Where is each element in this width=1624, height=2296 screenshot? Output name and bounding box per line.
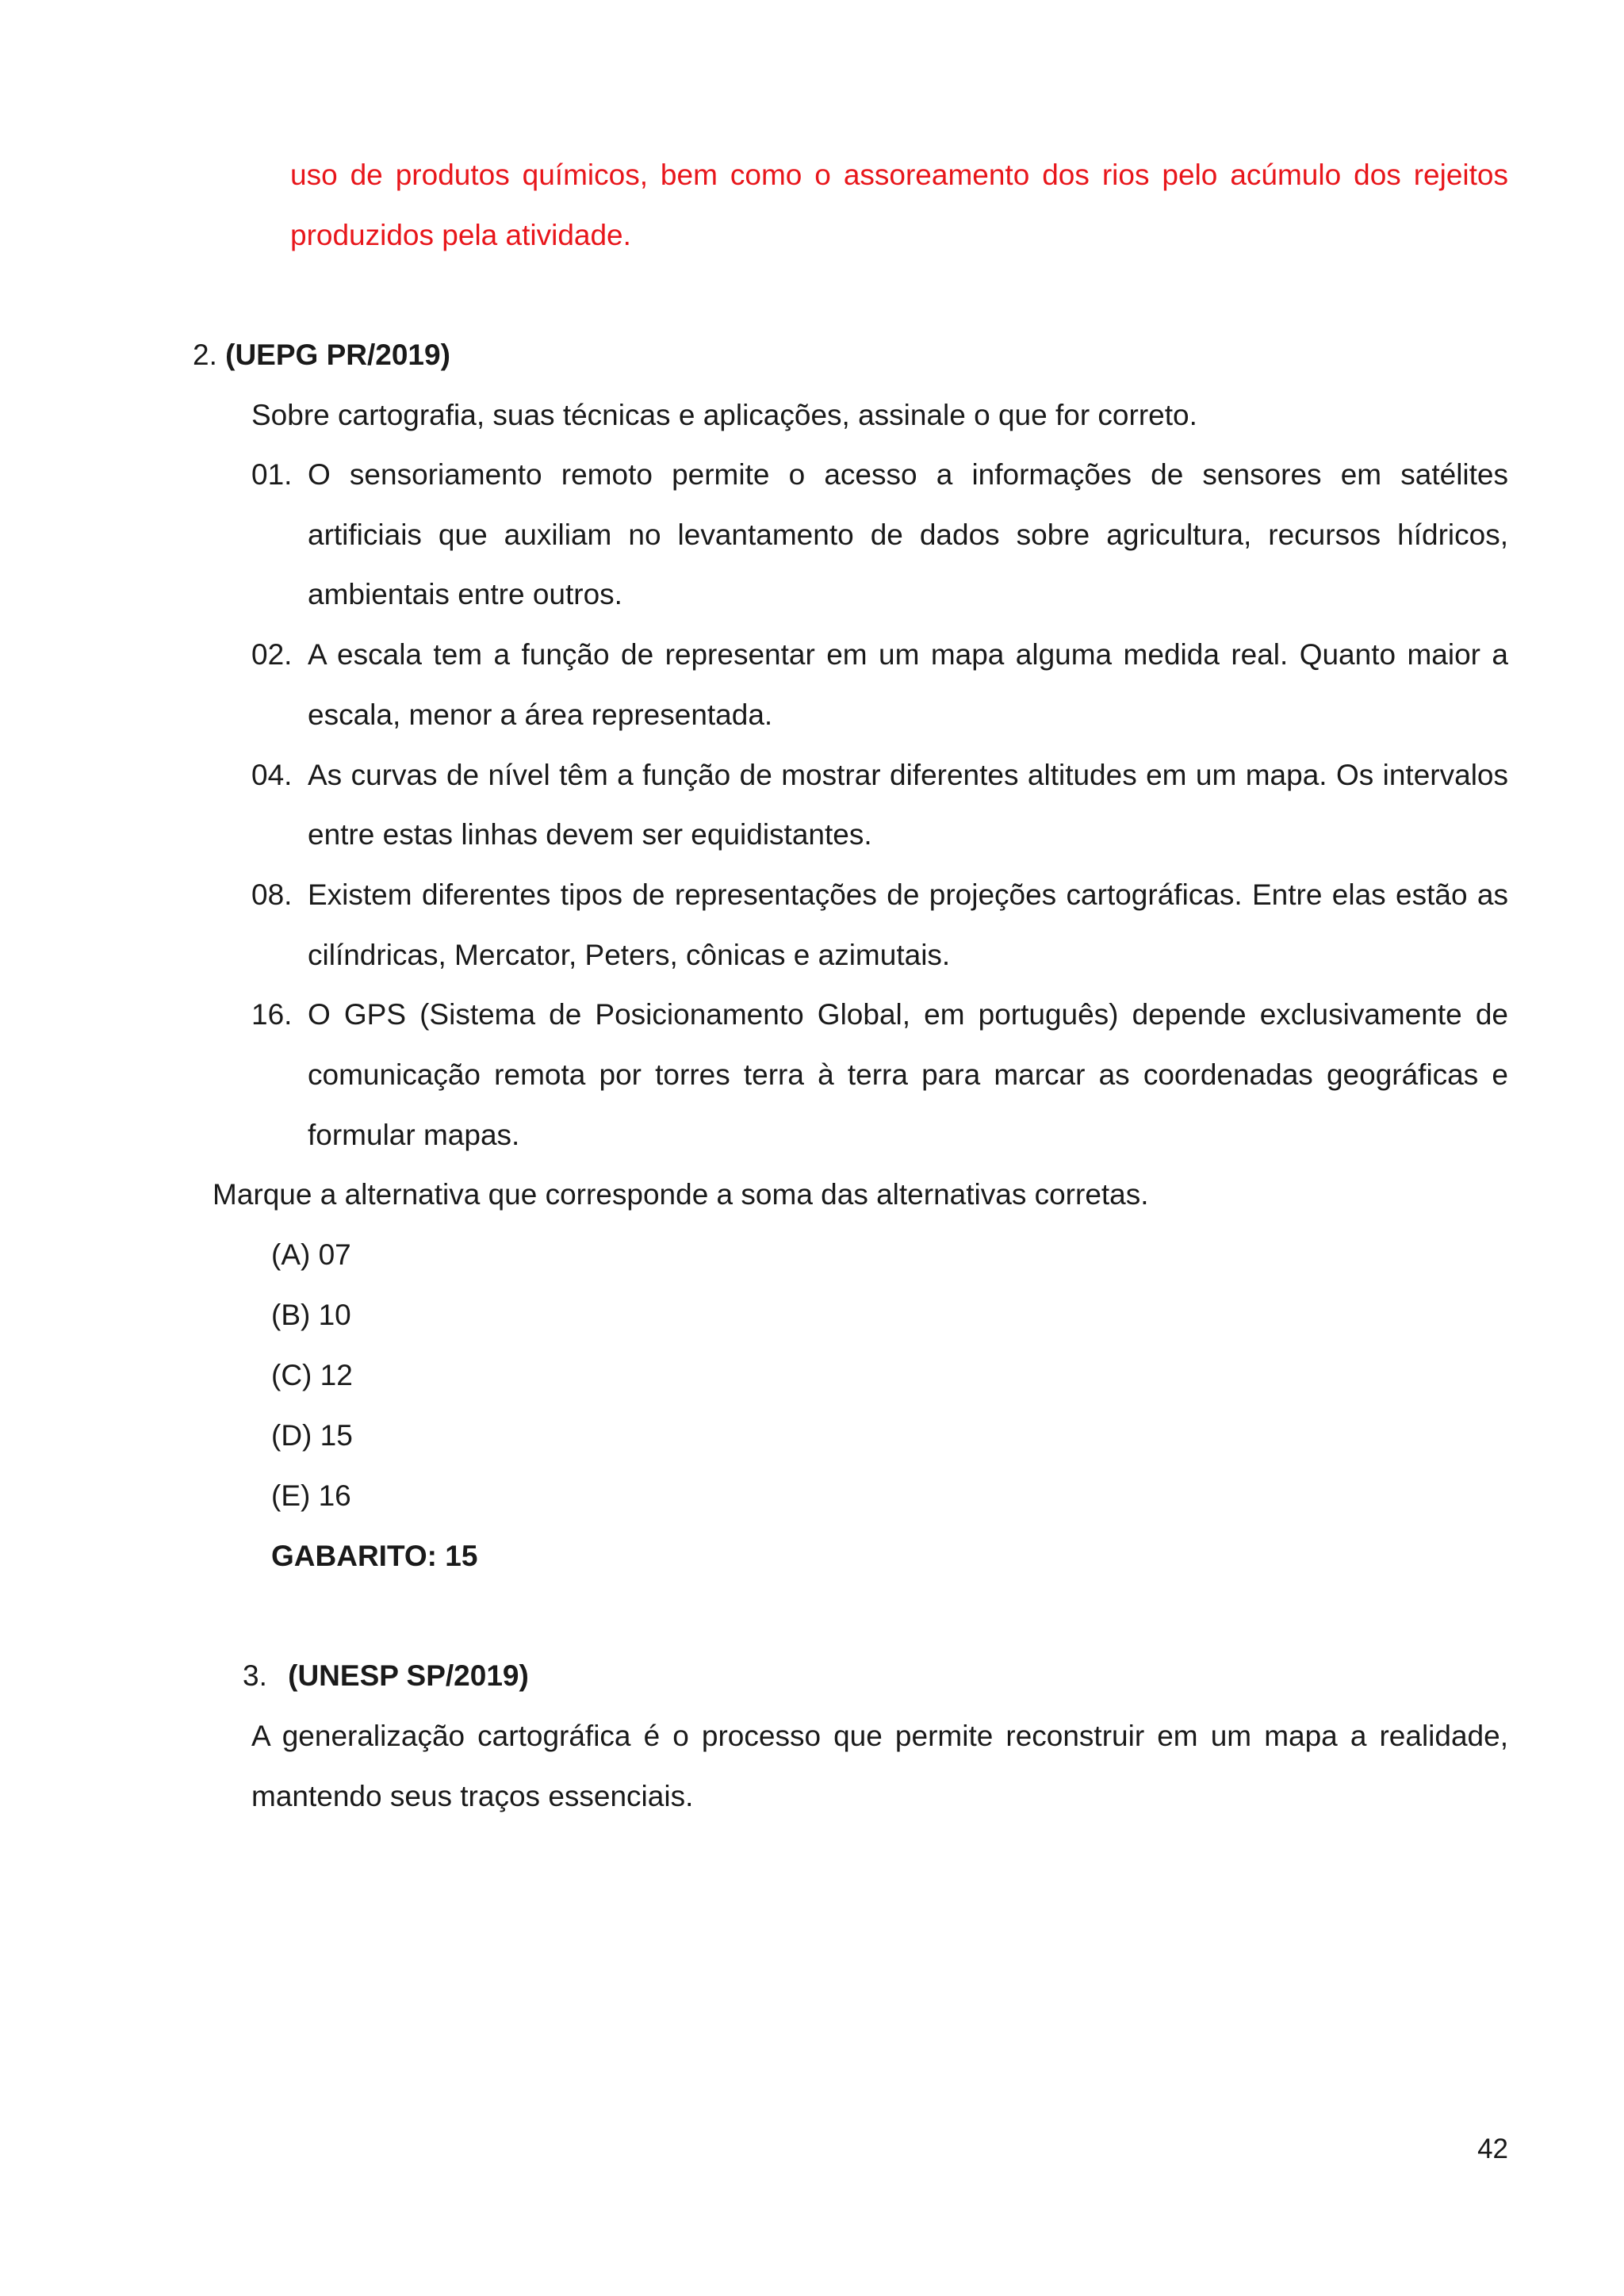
item-text-line: cilíndricas, Mercator, Peters, cônicas e azimutais. [308, 939, 951, 971]
question-2-statement: Sobre cartografia, suas técnicas e aplicações, assinale o que for correto. [251, 399, 1197, 431]
item-text-line: O GPS (Sistema de Posicionamento Global, em português) depende exclusivamente de [308, 998, 1508, 1031]
question-3-text-line-1: A generalização cartográfica é o processo que permite reconstruir em um mapa a realidade, [251, 1720, 1508, 1752]
question-2-instruction: Marque a alternativa que corresponde a soma das alternativas corretas. [213, 1178, 1149, 1211]
item-text-line: artificiais que auxiliam no levantamento de dados sobre agricultura, recursos hídricos, [308, 519, 1508, 551]
answer-key: GABARITO: 15 [271, 1540, 478, 1572]
item-text-line: O sensoriamento remoto permite o acesso a informações de sensores em satélites [308, 458, 1508, 491]
item-text-line: escala, menor a área representada. [308, 698, 773, 731]
continuation-line-2: produzidos pela atividade. [290, 219, 631, 251]
item-text-line: comunicação remota por torres terra à terra para marcar as coordenadas geográficas e [308, 1058, 1508, 1091]
question-3-text-line-2: mantendo seus traços essenciais. [251, 1780, 694, 1812]
item-text-line: As curvas de nível têm a função de mostrar diferentes altitudes em um mapa. Os intervalos [308, 759, 1508, 791]
continuation-line-1: uso de produtos químicos, bem como o assoreamento dos rios pelo acúmulo dos rejeitos [290, 159, 1508, 191]
item-number: 04. [251, 759, 293, 791]
option-b: (B) 10 [271, 1299, 351, 1331]
question-3-header [243, 1656, 529, 1696]
item-text-line: entre estas linhas devem ser equidistantes. [308, 818, 872, 851]
item-number: 02. [251, 638, 293, 671]
page-number: 42 [1477, 2133, 1508, 2164]
question-2-number: 2. [193, 339, 217, 371]
item-number: 16. [251, 998, 293, 1031]
item-number: 01. [251, 458, 293, 491]
option-e: (E) 16 [271, 1479, 351, 1512]
question-3-source: (UNESP SP/2019) [288, 1659, 529, 1692]
item-text-line: formular mapas. [308, 1119, 520, 1151]
item-text-line: ambientais entre outros. [308, 578, 622, 610]
option-a: (A) 07 [271, 1238, 351, 1271]
item-text-line: A escala tem a função de representar em um mapa alguma medida real. Quanto maior a [308, 638, 1508, 671]
option-d: (D) 15 [271, 1419, 353, 1452]
question-2-source: (UEPG PR/2019) [225, 339, 450, 371]
question-3-number: 3. [243, 1659, 267, 1692]
item-text-line: Existem diferentes tipos de representações de projeções cartográficas. Entre elas estão as [308, 878, 1508, 911]
question-2-header [193, 335, 450, 375]
option-c: (C) 12 [271, 1359, 353, 1391]
item-number: 08. [251, 878, 293, 911]
